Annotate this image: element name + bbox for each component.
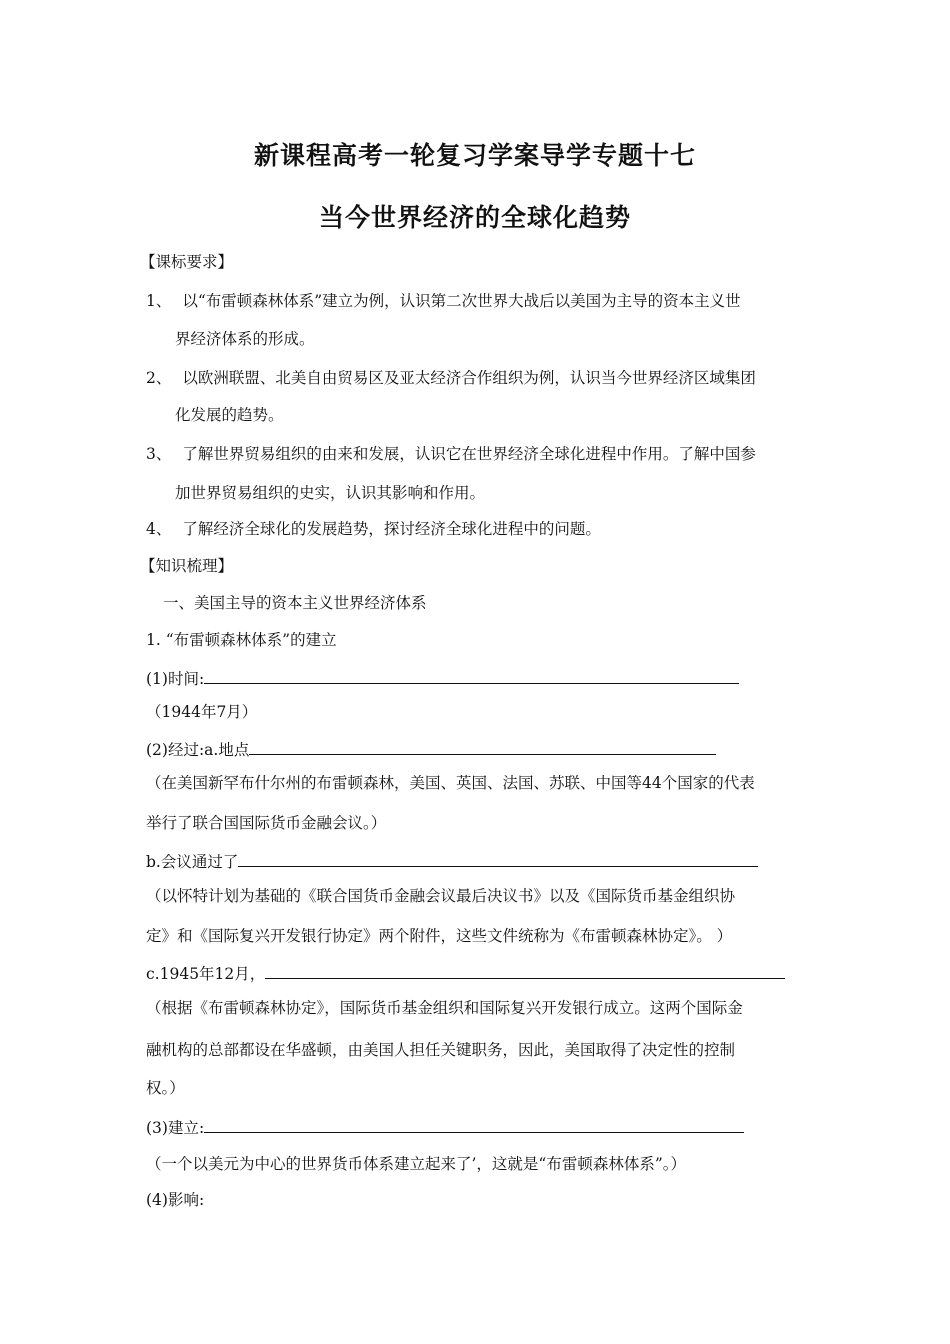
- answer-place-line-2: 举行了联合国国际货币金融会议。）: [146, 814, 387, 832]
- requirement-text: 了解世界贸易组织的由来和发展，认识它在世界经济全球化进程中作用。了解中国参: [182, 445, 756, 463]
- requirement-number: 4、: [146, 520, 172, 538]
- question-label: c.1945年12月，: [146, 965, 266, 983]
- heading-one: 一、美国主导的资本主义世界经济体系: [163, 594, 427, 612]
- question-label: (2)经过:a.地点: [146, 741, 250, 759]
- question-label: b.会议通过了: [146, 853, 239, 871]
- requirement-number: 1、: [146, 292, 172, 310]
- answer-passed-line-1: （以怀特计划为基础的《联合国货币金融会议最后决议书》以及《国际货币基金组织协: [146, 887, 736, 905]
- requirement-item-2: [146, 368, 756, 388]
- answer-blank: [204, 667, 739, 684]
- question-passed: [146, 850, 758, 872]
- answer-blank: [204, 1116, 744, 1133]
- question-place: [146, 738, 716, 760]
- question-impact: (4)影响:: [146, 1191, 205, 1209]
- answer-december-line-2: 融机构的总部都设在华盛顿，由美国人担任关键职务，因此，美国取得了决定性的控制: [146, 1041, 736, 1059]
- requirement-item-3: [146, 444, 756, 464]
- answer-time: （1944年7月）: [146, 703, 258, 721]
- requirement-item-1-continued: 界经济体系的形成。: [175, 330, 315, 348]
- section-heading-knowledge: 【知识梳理】: [140, 557, 234, 575]
- requirement-item-3-continued: 加世界贸易组织的史实，认识其影响和作用。: [175, 484, 486, 502]
- requirement-text: 以“布雷顿森林体系”建立为例，认识第二次世界大战后以美国为主导的资本主义世: [182, 292, 741, 310]
- requirement-item-2-continued: 化发展的趋势。: [175, 406, 284, 424]
- document-title: 新课程高考一轮复习学案导学专题十七: [253, 141, 696, 170]
- answer-establish: （一个以美元为中心的世界货币体系建立起来了’，这就是“布雷顿森林体系”。）: [146, 1155, 687, 1173]
- question-december: [146, 962, 785, 984]
- answer-blank: [249, 738, 716, 755]
- requirement-item-4: [146, 519, 601, 539]
- answer-blank: [265, 962, 785, 979]
- question-time: [146, 667, 739, 689]
- sub-heading-bretton-woods: 1. “布雷顿森林体系”的建立: [146, 631, 337, 649]
- section-heading-requirements: 【课标要求】: [140, 253, 234, 271]
- answer-december-line-1: （根据《布雷顿森林协定》，国际货币基金组织和国际复兴开发银行成立。这两个国际金: [146, 999, 743, 1017]
- requirement-number: 3、: [146, 445, 172, 463]
- answer-passed-line-2: 定》和《国际复兴开发银行协定》两个附件，这些文件统称为《布雷顿森林协定》。 ）: [146, 927, 733, 945]
- question-label: (1)时间:: [146, 670, 205, 688]
- requirement-number: 2、: [146, 369, 172, 387]
- question-establish: [146, 1116, 744, 1138]
- requirement-item-1: [146, 291, 741, 311]
- requirement-text: 以欧洲联盟、北美自由贸易区及亚太经济合作组织为例，认识当今世界经济区域集团: [182, 369, 756, 387]
- answer-blank: [238, 850, 758, 867]
- document-subtitle: 当今世界经济的全球化趋势: [318, 203, 631, 232]
- question-label: (3)建立:: [146, 1119, 205, 1137]
- answer-place-line-1: （在美国新罕布什尔州的布雷顿森林，美国、英国、法国、苏联、中国等44个国家的代表: [146, 774, 755, 792]
- requirement-text: 了解经济全球化的发展趋势，探讨经济全球化进程中的问题。: [182, 520, 601, 538]
- answer-december-line-3: 权。）: [146, 1079, 185, 1097]
